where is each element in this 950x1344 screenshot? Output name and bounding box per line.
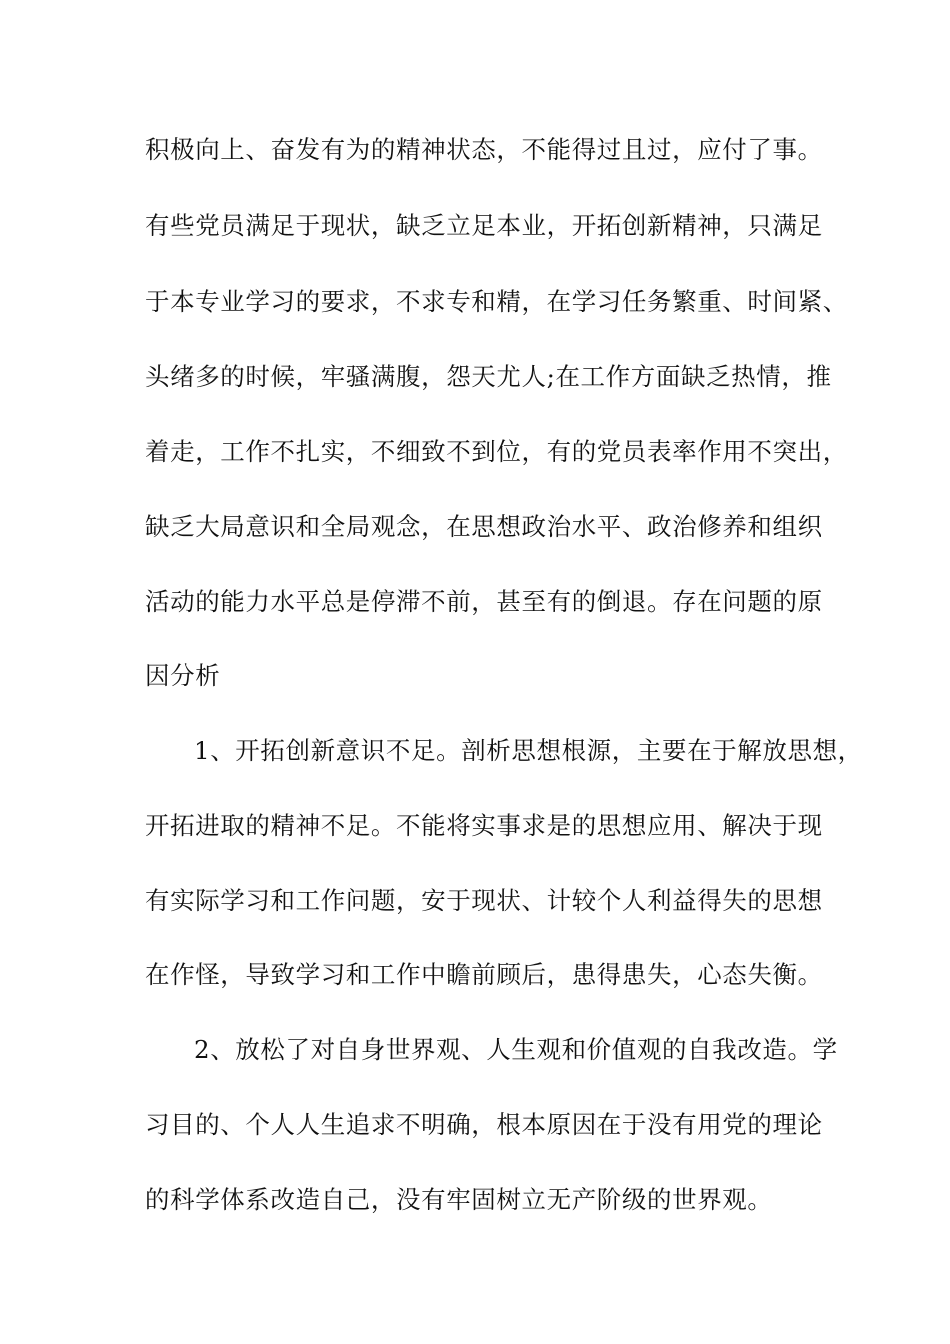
text-line — [0, 806, 950, 846]
text-line — [0, 432, 950, 472]
line-text: 习目的、个人人生追求不明确，根本原因在于没有用党的理论 — [145, 1110, 823, 1139]
line-text: 2、放松了对自身世界观、人生观和价值观的自我改造。学 — [194, 1035, 838, 1064]
text-line — [0, 881, 950, 921]
text-line — [0, 955, 950, 995]
line-text: 于本专业学习的要求，不求专和精，在学习任务繁重、时间紧、 — [145, 287, 848, 316]
line-text: 活动的能力水平总是停滞不前，甚至有的倒退。存在问题的原 — [145, 587, 823, 616]
line-text: 的科学体系改造自己，没有牢固树立无产阶级的世界观。 — [145, 1185, 773, 1214]
text-line — [0, 282, 950, 322]
text-line — [0, 582, 950, 622]
text-line — [0, 507, 950, 547]
line-text: 有些党员满足于现状，缺乏立足本业，开拓创新精神，只满足 — [145, 211, 823, 240]
line-text: 着走，工作不扎实，不细致不到位，有的党员表率作用不突出， — [145, 437, 848, 466]
text-line — [0, 656, 950, 696]
line-text: 积极向上、奋发有为的精神状态，不能得过且过，应付了事。 — [145, 135, 823, 164]
text-line — [0, 1105, 950, 1145]
line-text: 有实际学习和工作问题，安于现状、计较个人利益得失的思想 — [145, 886, 823, 915]
line-text: 缺乏大局意识和全局观念，在思想政治水平、政治修养和组织 — [145, 512, 823, 541]
text-line — [0, 357, 950, 397]
line-text: 头绪多的时候，牢骚满腹，怨天尤人;在工作方面缺乏热情，推 — [145, 362, 832, 391]
line-text: 在作怪，导致学习和工作中瞻前顾后，患得患失，心态失衡。 — [145, 960, 823, 989]
text-line — [0, 1180, 950, 1220]
text-line — [0, 130, 950, 170]
paragraph-first-line — [0, 731, 950, 771]
text-line — [0, 206, 950, 246]
line-text: 1、开拓创新意识不足。剖析思想根源，主要在于解放思想， — [194, 736, 863, 765]
paragraph-first-line — [0, 1030, 950, 1070]
line-text: 因分析 — [145, 661, 221, 690]
line-text: 开拓进取的精神不足。不能将实事求是的思想应用、解决于现 — [145, 811, 823, 840]
